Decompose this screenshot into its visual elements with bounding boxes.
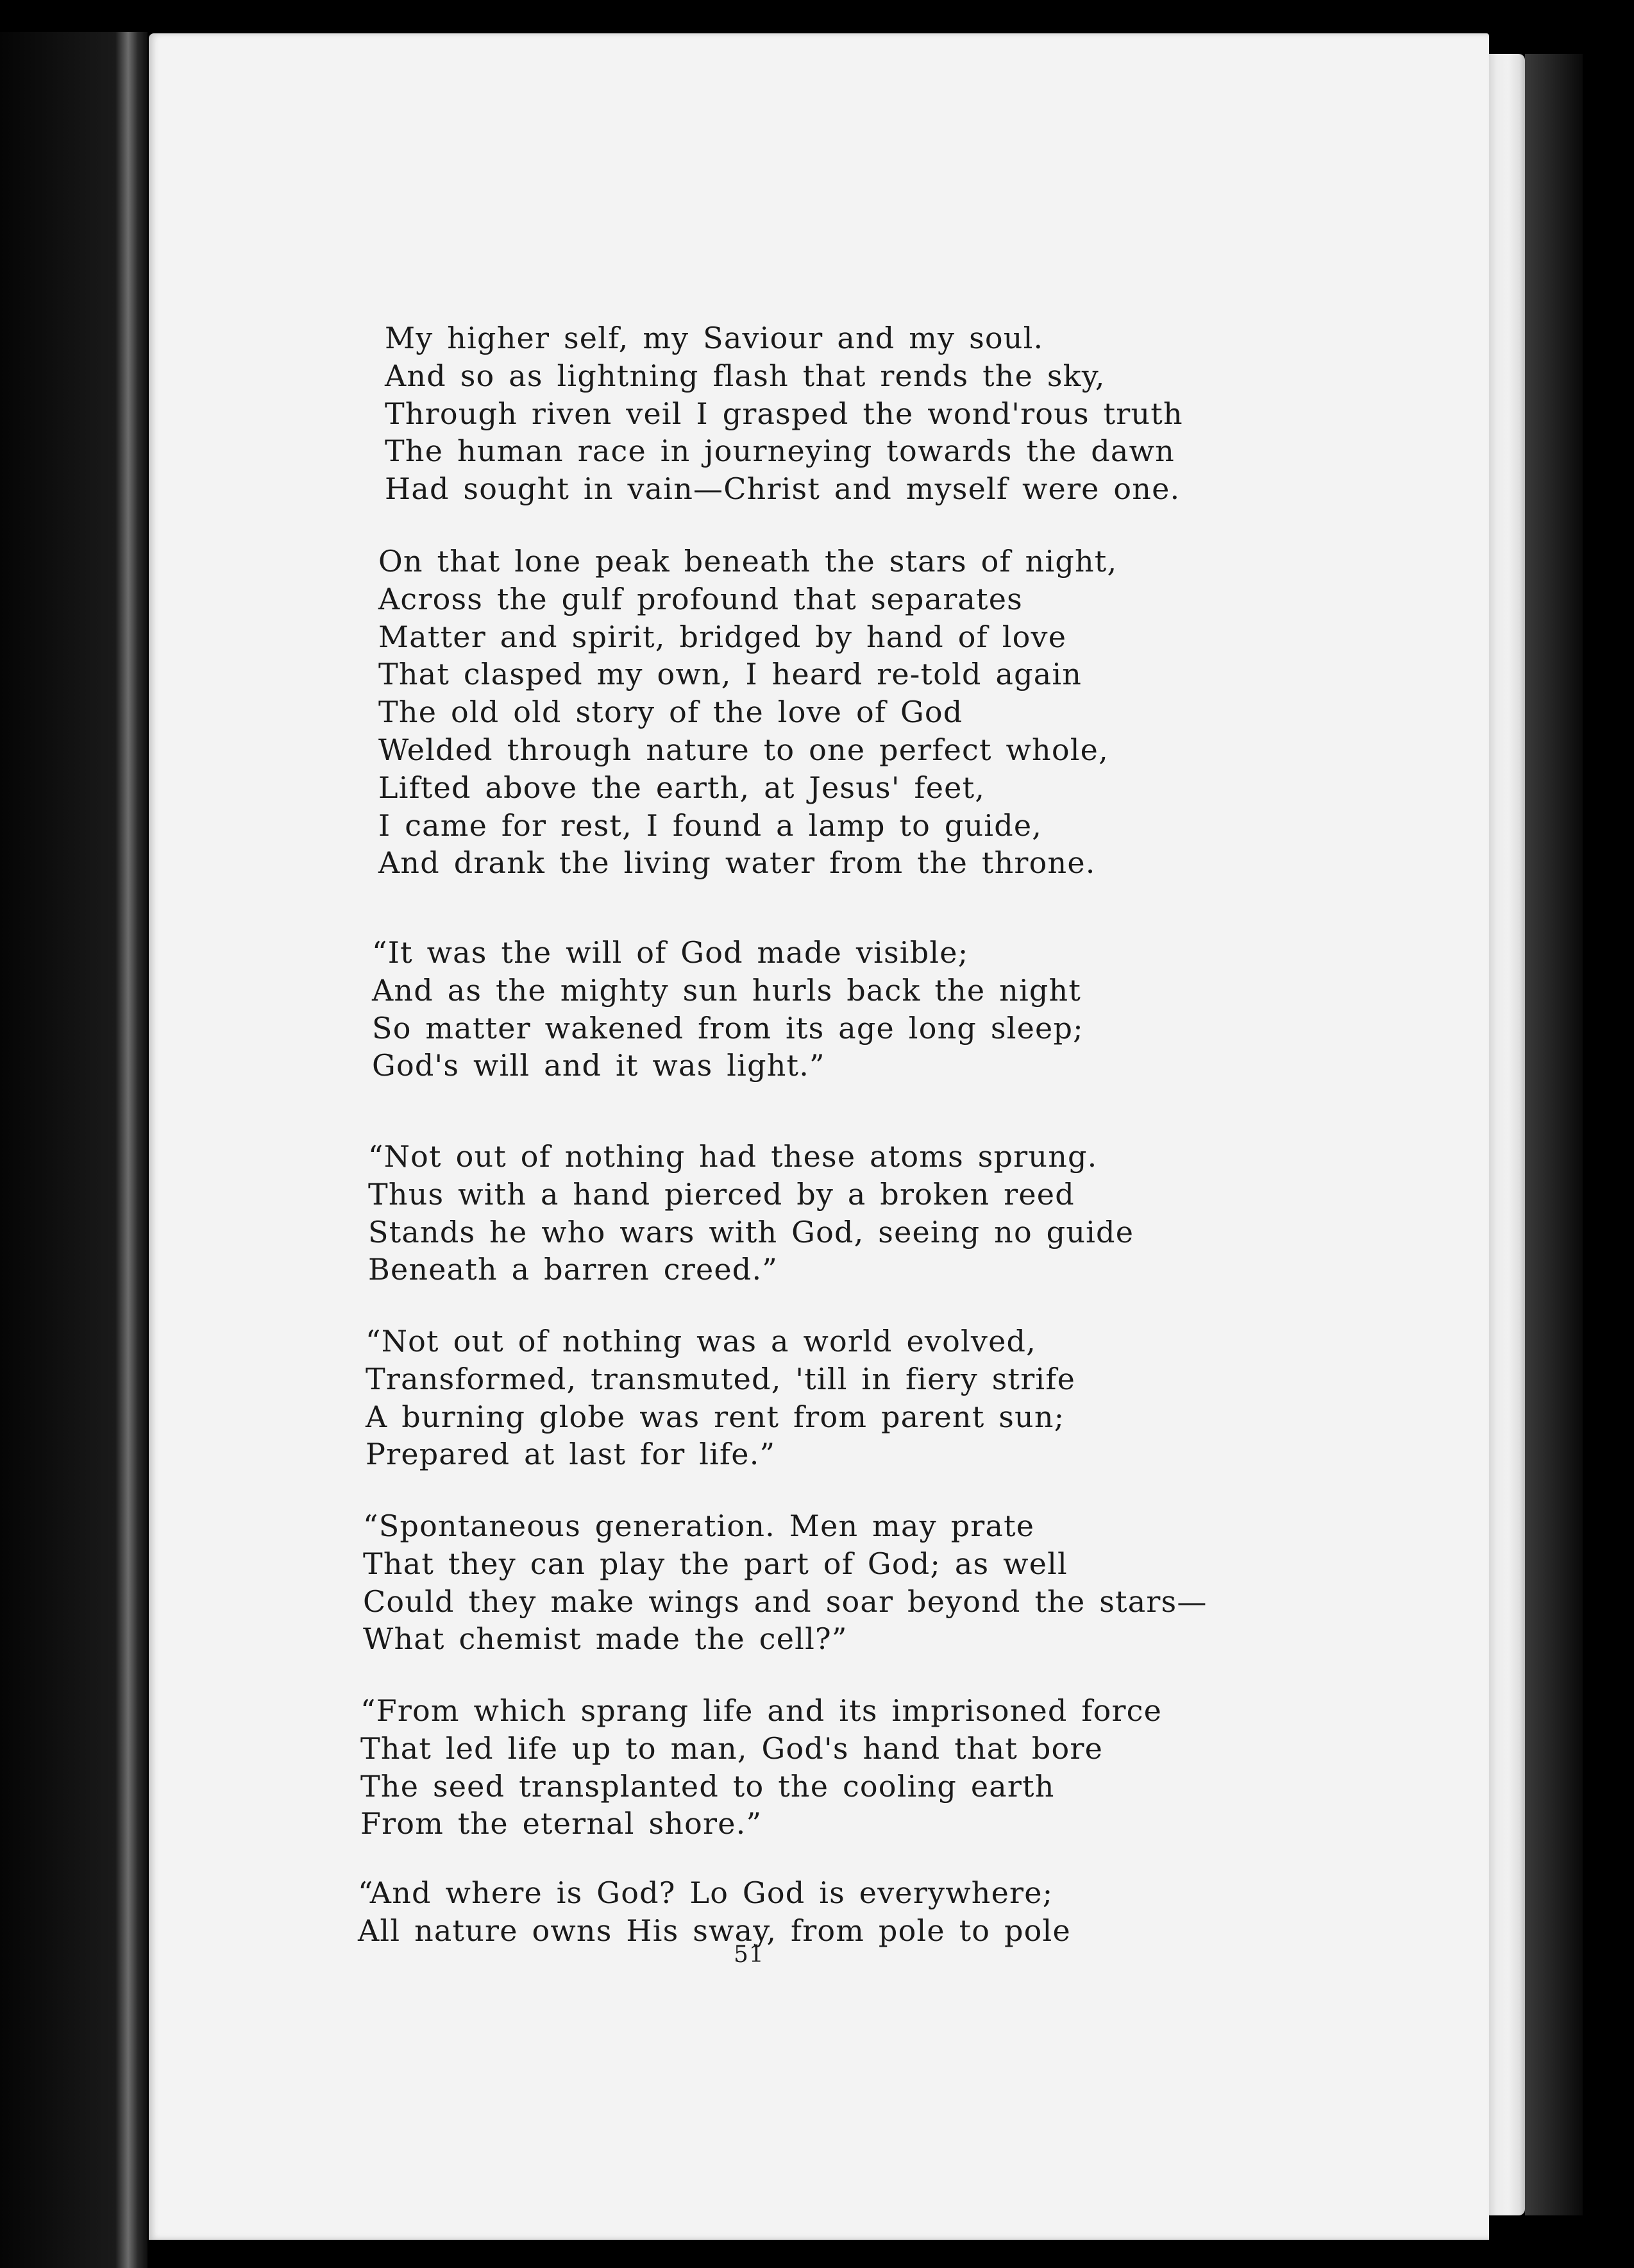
scan-border [0,0,1634,38]
poem-line: Lifted above the earth, at Jesus' feet, [378,770,986,805]
stanza [385,319,1183,508]
poem-line: Matter and spirit, bridged by hand of love [378,619,1067,654]
stanza [378,543,1117,882]
poem-line: “And where is God? Lo God is everywhere; [358,1875,1054,1910]
poem-line: That clasped my own, I heard re-told again [378,657,1082,692]
poem-line: Beneath a barren creed.” [368,1252,778,1287]
stanza [363,1507,1208,1658]
stanza [372,934,1084,1085]
poem-line: Transformed, transmuted, 'till in fiery strife [366,1361,1075,1396]
stanza [358,1874,1071,1950]
poem-line: Stands he who wars with God, seeing no guide [368,1214,1134,1249]
poem-line: Welded through nature to one perfect whole, [378,732,1109,767]
poem-line: “Spontaneous generation. Men may prate [363,1509,1035,1543]
poem-line: I came for rest, I found a lamp to guide, [378,808,1043,843]
poem-line: On that lone peak beneath the stars of night, [378,544,1118,579]
stanza [366,1323,1075,1473]
poem-line: That they can play the part of God; as well [363,1546,1068,1581]
stanza [360,1692,1162,1843]
poem-line: Had sought in vain—Christ and myself were one. [385,471,1181,507]
page-edge-shadow [1525,54,1583,2215]
poem-line: “Not out of nothing was a world evolved, [366,1324,1036,1358]
poem-line: Through riven veil I grasped the wond'rous truth [385,396,1183,431]
poem-line: Thus with a hand pierced by a broken reed [368,1176,1075,1212]
poem-line: The old old story of the love of God [378,695,963,730]
poem-line: A burning globe was rent from parent sun; [366,1399,1065,1434]
poem-line: My higher self, my Saviour and my soul. [385,321,1044,355]
poem-text [149,33,1489,2240]
poem-line: “It was the will of God made visible; [372,935,969,970]
poem-line: And drank the living water from the throne. [378,845,1096,881]
poem-line: And so as lightning flash that rends the sky, [385,358,1106,393]
left-page-edge [0,32,147,2268]
poem-line: The human race in journeying towards the dawn [385,434,1175,469]
page-edge-right [1489,54,1525,2215]
stanza [368,1138,1134,1289]
poem-line: The seed transplanted to the cooling earth [360,1768,1055,1804]
poem-line: Across the gulf profound that separates [378,581,1023,616]
poem-line: God's will and it was light.” [372,1048,825,1083]
poem-line: “Not out of nothing had these atoms sprung. [368,1139,1098,1174]
poem-line: “From which sprang life and its imprisoned force [360,1693,1163,1728]
poem-line: And as the mighty sun hurls back the night [372,972,1082,1008]
poem-line: That led life up to man, God's hand that bore [360,1731,1104,1766]
book-page [149,33,1489,2240]
poem-line: What chemist made the cell?” [363,1621,848,1657]
poem-line: So matter wakened from its age long sleep; [372,1010,1084,1045]
poem-line: Could they make wings and soar beyond the stars— [363,1584,1208,1619]
poem-line: All nature owns His sway, from pole to pole [358,1913,1071,1948]
page-number: 51 [734,1942,764,1968]
poem-line: Prepared at last for life.” [366,1437,776,1472]
poem-line: From the eternal shore.” [360,1806,762,1841]
